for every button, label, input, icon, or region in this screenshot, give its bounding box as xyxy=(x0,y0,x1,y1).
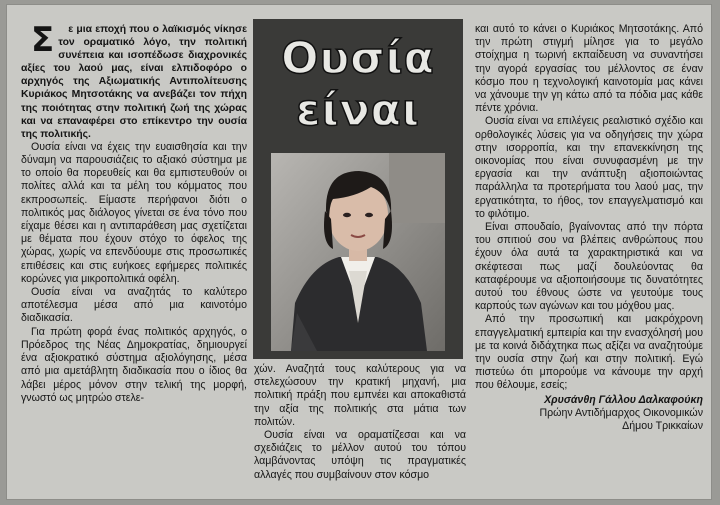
author-photo xyxy=(271,153,445,351)
drop-cap: Σ xyxy=(31,20,55,60)
headline-line-2: είναι xyxy=(296,85,420,136)
paragraph: και αυτό το κάνει ο Κυριάκος Μητσοτάκης. Από την πρώτη στιγμή μίλησε για το μεγάλο στοίχημα η τωρινή εκπαίδευση να συναντήσει την αγορά εργασίας του μέλλοντος σε έναν κόσμο που η τεχνολογική καινοτομία μας κάνει να χάνουμε την γη κάτω από τα πόδια μας κάθε πέντε χρόνια. xyxy=(475,23,703,115)
left-column xyxy=(21,20,247,405)
portrait-image xyxy=(271,153,445,351)
intro-paragraph xyxy=(21,20,247,141)
paragraph: Ουσία είναι να επιλέγεις ρεαλιστικό σχέδιο και ορθολογικές λύσεις για να οδηγήσεις την χώρα στην ισορροπία, και την επανεκκίνηση της οικονομίας που είναι συνυφασμένη με την εργασία και την ανάπτυξη αξιοποιώντας παράλληλα τα προτερήματα του λαού μας, την εργατικότητα, το ήθος, τον επαγγελματισμό και το φιλότιμο. xyxy=(475,115,703,220)
paragraph: Είναι σπουδαίο, βγαίνοντας από την πόρτα του σπιτιού σου να βλέπεις ανθρώπους που έχουν όλα αυτά τα χαρακτηριστικά και να σκέφτεσαι πως μαζί δουλεύοντας θα καταφέρουμε να αξιοποιήσουμε τις δυνατότητες αυτού του έθνους ώστε να γευτούμε τους καρπούς των αγώνων και του μόχθου μας. xyxy=(475,221,703,313)
paragraph: χών. Αναζητά τους καλύτερους για να στελεχώσουν την κρατική μηχανή, μια πολιτική πράξη που εμπνέει και αποκαθιστά την αξία της πολιτικής στα μάτια των πολιτών. xyxy=(254,363,466,428)
paragraph: Ουσία είναι να έχεις την ευαισθησία και την δύναμη να παρουσιάζεις το αξιακό σύστημα με το οποίο θα πορευθείς και θα εμπιστευθούν οι πολίτες αλλά και τα μέλη του κόμματος που εκπροσωπείς. Είμαστε περήφανοι διότι ο πολιτικός μας διάλογος γίνεται σε ένα τόνο που είχαμε θέσει και η αντιπαράθεση μας σχετίζεται με θέματα που έχουν στόχο το όφελος της χώρας, χωρίς να επενδύουμε στις προσωπικές επιθέσεις και στις ευήκοες εφήμερες πολιτικές κορώνες για μικροπολιτικά οφέλη. xyxy=(21,140,247,285)
headline-line-1: Ουσία xyxy=(281,33,435,84)
middle-column xyxy=(254,363,466,482)
author-municipality: Δήμου Τρικκαίων xyxy=(622,420,703,433)
paragraph: Για πρώτη φορά ένας πολιτικός αρχηγός, ο Πρόεδρος της Νέας Δημοκρατίας, δημιουργεί ένα αξιοκρατικό σύστημα αξιολόγησης, μέσα από μια αμετάβλητη διαδικασία που ο ίδιος θα λάβει μέρος μόνον στην τελική της μορφή, γνωστό ως μητρώο στελε- xyxy=(21,325,247,404)
paragraph: Ουσία είναι να αναζητάς το καλύτερο αποτέλεσμα μέσα από μια καινοτόμο διαδικασία. xyxy=(21,286,247,325)
author-role: Πρώην Αντιδήμαρχος Οικονομικών xyxy=(539,406,703,419)
paragraph: Από την προσωπική και μακρόχρονη επαγγελματική εμπειρία και την ενασχόλησή μου με τα κοινά διδάχτηκα πως αξίζει να αναζητούμε την ουσία στην ζωή και στην πολιτική. Εγώ πιστεύω ότι μπορούμε να κάνουμε την αρχή που θέλουμε, εσείς; xyxy=(475,313,703,392)
right-column xyxy=(475,23,703,433)
intro-text: ε μια εποχή που ο λαϊκισμός νίκησε τον οραματικό λόγο, την πολιτική συνέπεια και ισοπέδωσε διαχρονικές αξίες του λαού μας, είναι ελπιδοφόρο ο αρχηγός της Αξιωματικής Αντιπολίτευσης Κυριάκος Μητσοτάκης να ανεβάζει τον πήχη της ποιότητας στην πολιτική ζωή της χώρας και να επαναφέρει στο επίκεντρο την ουσία της πολιτικής. xyxy=(21,24,247,140)
newspaper-page xyxy=(6,4,712,500)
paragraph: Ουσία είναι να οραματίζεσαι και να σχεδιάζεις το μέλλον αυτού του τόπου λαμβάνοντας υπόψη τις πραγματικές αλλαγές που συμβαίνουν στον κόσμο xyxy=(254,429,466,481)
author-name: Χρυσάνθη Γάλλου Δαλκαφούκη xyxy=(544,393,703,406)
signature-block xyxy=(475,394,703,434)
title-photo-box xyxy=(253,19,463,359)
